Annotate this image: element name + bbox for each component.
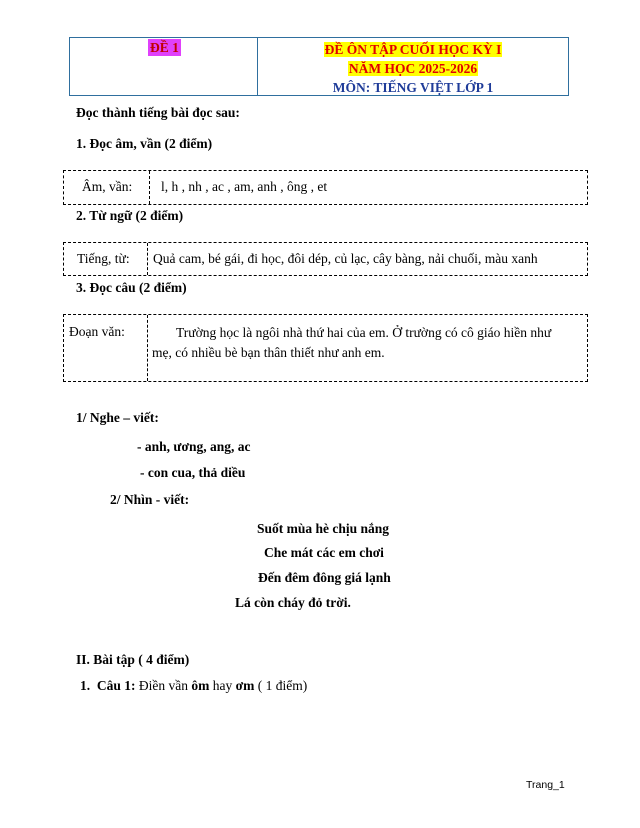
section1-label: Âm, vần:: [64, 171, 150, 204]
listen-write-heading: 1/ Nghe – viết:: [76, 410, 159, 425]
subject: MÔN: TIẾNG VIỆT LỚP 1: [332, 80, 494, 95]
poem-line4: Lá còn cháy đỏ trời.: [235, 595, 351, 610]
poem-line1: Suốt mùa hè chịu nắng: [257, 521, 390, 536]
listen-write-item2: - con cua, thả diều: [140, 465, 246, 480]
section3-heading: 3. Đọc câu (2 điểm): [76, 280, 187, 295]
section1-heading: 1. Đọc âm, vần (2 điểm): [76, 136, 213, 151]
poem-line3: Đến đêm đông giá lạnh: [258, 570, 391, 585]
header-right-cell: [258, 38, 568, 95]
section2-content: Quả cam, bé gái, đi học, đôi dép, củ lạc, cây bàng, nải chuối, màu xanh: [153, 251, 538, 266]
school-year: NĂM HỌC 2025-2026: [348, 61, 478, 76]
question1-mid: hay: [209, 678, 236, 693]
section3-content: [148, 315, 587, 381]
exam-number: ĐỀ 1: [150, 40, 179, 55]
section3-line1: Trường học là ngôi nhà thứ hai của em. Ở trường có cô giáo hiền như: [176, 325, 552, 340]
section3-table: [63, 314, 588, 382]
intro-heading: Đọc thành tiếng bài đọc sau:: [76, 105, 240, 120]
section1-table: [63, 170, 588, 205]
poem-line2: Che mát các em chơi: [264, 545, 384, 560]
section3-line2: mẹ, có nhiều bè bạn thân thiết như anh em.: [152, 345, 385, 360]
section2-heading: 2. Từ ngữ (2 điểm): [76, 208, 184, 223]
question1-post: ( 1 điểm): [254, 678, 308, 693]
question1-pre: Điền vần: [135, 678, 192, 693]
header-left-cell: [70, 38, 258, 95]
header-box: [69, 37, 569, 96]
section2-table: [63, 242, 588, 276]
page-number: Trang_1: [526, 779, 565, 791]
exam-title: ĐỀ ÔN TẬP CUỐI HỌC KỲ I: [324, 42, 502, 57]
exercise-heading: II. Bài tập ( 4 điểm): [76, 652, 190, 667]
question1-label: Câu 1:: [96, 678, 136, 693]
question1-number: 1.: [80, 678, 91, 693]
section3-label: Đoạn văn:: [64, 315, 148, 381]
question1-option-b: ơm: [235, 678, 255, 693]
section1-content: l, h , nh , ac , am, anh , ông , et: [161, 179, 328, 194]
question1-option-a: ôm: [191, 678, 210, 693]
listen-write-item1: - anh, ương, ang, ac: [137, 439, 251, 454]
question1: [80, 678, 307, 694]
section2-label: Tiếng, từ:: [64, 243, 148, 275]
look-write-heading: 2/ Nhìn - viết:: [110, 492, 190, 507]
